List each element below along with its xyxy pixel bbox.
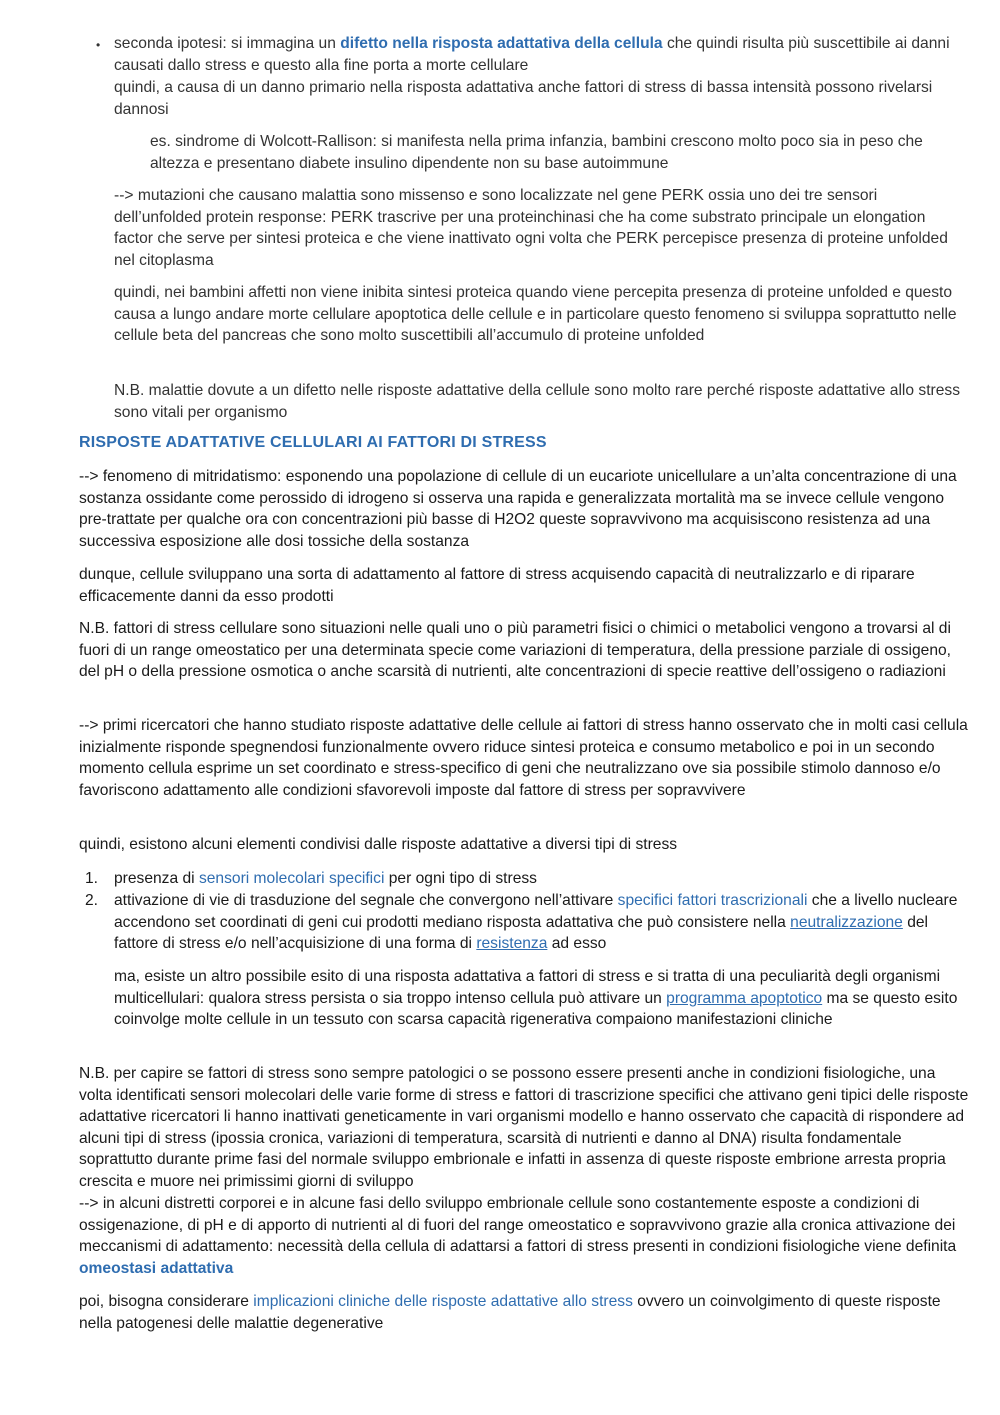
paragraph-clinical-implications xyxy=(79,1291,969,1334)
link-resistenza[interactable]: resistenza xyxy=(476,935,548,953)
paragraph-primary-damage: quindi, a causa di un danno primario nella risposta adattativa anche fattori di stress di bassa intensità possono rivelarsi dannosi xyxy=(114,79,933,118)
paragraph-mitridatismo: --> fenomeno di mitridatismo: esponendo una popolazione di cellule di un eucariote unicellulare a un’alta concentrazione di una sostanza ossidante come perossido di idrogeno si osserva una rapida e generalizzata mortalità ma se invece cellule vengono pre-trattate per qualche ora con concentrazioni più basse di H2O2 queste sopravvivono ma acquisiscono resistenza ad una successiva esposizione alle dosi tossiche della sostanza xyxy=(79,468,957,550)
paragraph-apoptotic-outcome xyxy=(114,966,964,1031)
bullet-paragraph-second-hypothesis xyxy=(114,33,964,76)
paragraph-adaptive-homeostasis xyxy=(79,1193,969,1279)
paragraph-adaptation: dunque, cellule sviluppano una sorta di adattamento al fattore di stress acquisendo capacità di neutralizzarlo e di riparare efficacemente danni da esso prodotti xyxy=(79,566,915,605)
text-run: che a livello nucleare accendono set coordinati di geni cui prodotti mediano risposta adattativa che può consistere nella xyxy=(114,892,958,931)
link-programma-apoptotico[interactable]: programma apoptotico xyxy=(666,989,823,1007)
paragraph-nb-physiological: N.B. per capire se fattori di stress sono sempre patologici o se possono essere presenti anche in condizioni fisiologiche, una volta identificati sensori molecolari delle varie forme di stress e fattori di trascrizione specifici che attivano geni tipici delle risposte adattative ricercatori li hanno inattivati geneticamente in vari organismi modello e hanno osservato che capacità di rispondere ad alcuni tipi di stress (ipossia cronica, variazioni di temperatura, scarsità di nutrienti e danno al DNA) risulta fondamentale soprattutto durante prime fasi del normale sviluppo embrionale e infatti in assenza di queste risposte embrione arresta propria crescita e muore nei primissimi giorni di sviluppo xyxy=(79,1065,969,1190)
highlight-clinical-implications: implicazioni cliniche delle risposte adattative allo stress xyxy=(253,1293,633,1310)
paragraph-affected-children: quindi, nei bambini affetti non viene inibita sintesi proteica quando viene percepita presenza di proteine unfolded e questo causa a lungo andare morte cellulare apoptotica delle cellule e in particolare questo fenomeno si sviluppa soprattutto nelle cellule beta del pancreas che sono molto suscettibili all’accumulo di proteine unfolded xyxy=(114,284,957,345)
text-run: per ogni tipo di stress xyxy=(384,870,537,887)
text-run: ad esso xyxy=(547,935,607,953)
text-run: attivazione di vie di trasduzione del segnale che convergono nell’attivare xyxy=(114,892,618,909)
highlight-adaptive-defect: difetto nella risposta adattativa della cellula xyxy=(340,35,663,52)
bullet-marker: • xyxy=(96,38,101,52)
text-run: poi, bisogna considerare xyxy=(79,1293,254,1310)
paragraph-nb-stress-factors: N.B. fattori di stress cellulare sono situazioni nelle quali uno o più parametri fisici o chimici o metabolici vengono a trovarsi al di fuori di un range omeostatico per una determinata specie come variazioni di temperatura, della pressione parziale di ossigeno, del pH o della pressione osmotica o anche scarsità di nutrienti, alte concentrazioni di specie reattive dell’ossigeno o radiazioni xyxy=(79,620,952,681)
list-number-2: 2. xyxy=(85,892,99,909)
text-run: che quindi risulta più suscettibile ai danni causati dallo stress e questo alla fine porta a morte cellulare xyxy=(114,35,950,74)
highlight-transcription-factors: specifici fattori trascrizionali xyxy=(617,892,808,909)
text-run: seconda ipotesi: si immagina un xyxy=(114,35,341,52)
text-run: ma, esiste un altro possibile esito di una risposta adattativa a fattori di stress e si tratta di una peculiarità degli organismi multicellulari: qualora stress persista o sia troppo intenso cellula può attivare un xyxy=(114,968,941,1007)
text-run: presenza di xyxy=(114,870,199,887)
paragraph-perk-mutations: --> mutazioni che causano malattia sono missenso e sono localizzate nel gene PERK ossia uno dei tre sensori dell’unfolded protein response: PERK trascrive per una proteinchinasi che ha come substrato principale un elongation factor che serve per sintesi proteica e che viene inattivato ogni volta che PERK percepisce presenza di proteine unfolded nel citoplasma xyxy=(114,187,948,269)
paragraph-nb-rare-diseases: N.B. malattie dovute a un difetto nelle risposte adattative della cellule sono molto rare perché risposte adattative allo stress sono vitali per organismo xyxy=(114,382,960,421)
section-heading: RISPOSTE ADATTATIVE CELLULARI AI FATTORI DI STRESS xyxy=(79,434,547,451)
text-run: del fattore di stress e/o nell’acquisizione di una forma di xyxy=(114,913,929,953)
paragraph-first-researchers: --> primi ricercatori che hanno studiato risposte adattative delle cellule ai fattori di stress hanno osservato che in molti casi cellula inizialmente risponde spegnendosi funzionalmente ovvero riduce sintesi proteica e consumo metabolico e poi in un secondo momento cellula esprime un set coordinato e stress-specifico di geni che neutralizzano ove sia possibile stimolo dannoso e/o favoriscono adattamento alle condizioni sfavorevoli imposte dal fattore di stress per sopravvivere xyxy=(79,717,968,799)
list-item-sensors xyxy=(114,868,964,890)
highlight-omeostasi-adattativa: omeostasi adattativa xyxy=(79,1259,234,1277)
paragraph-wolcott-rallison: es. sindrome di Wolcott-Rallison: si manifesta nella prima infanzia, bambini crescono molto poco sia in peso che altezza e presentano diabete insulino dipendente non su base autoimmune xyxy=(150,133,923,172)
text-run: ovvero un coinvolgimento di queste risposte nella patogenesi delle malattie degenerative xyxy=(79,1293,941,1332)
paragraph-shared-elements: quindi, esistono alcuni elementi condivisi dalle risposte adattative a diversi tipi di stress xyxy=(79,836,678,853)
list-item-transduction xyxy=(114,890,964,955)
link-neutralizzazione[interactable]: neutralizzazione xyxy=(790,913,903,931)
text-run: ma se questo esito coinvolge molte cellule in un tessuto con scarsa capacità rigenerativa compaiono manifestazioni cliniche xyxy=(114,989,958,1029)
list-number-1: 1. xyxy=(85,870,99,887)
text-run: --> in alcuni distretti corporei e in alcune fasi dello sviluppo embrionale cellule sono costantemente esposte a condizioni di ossigenazione, di pH e di apporto di nutrienti al di fuori del range omeostatico e sopravvivono grazie alla cronica attivazione dei meccanismi di adattamento: necessità della cellula di adattarsi a fattori di stress presenti in condizioni fisiologiche viene definita xyxy=(79,1195,957,1256)
highlight-molecular-sensors: sensori molecolari specifici xyxy=(198,870,385,887)
